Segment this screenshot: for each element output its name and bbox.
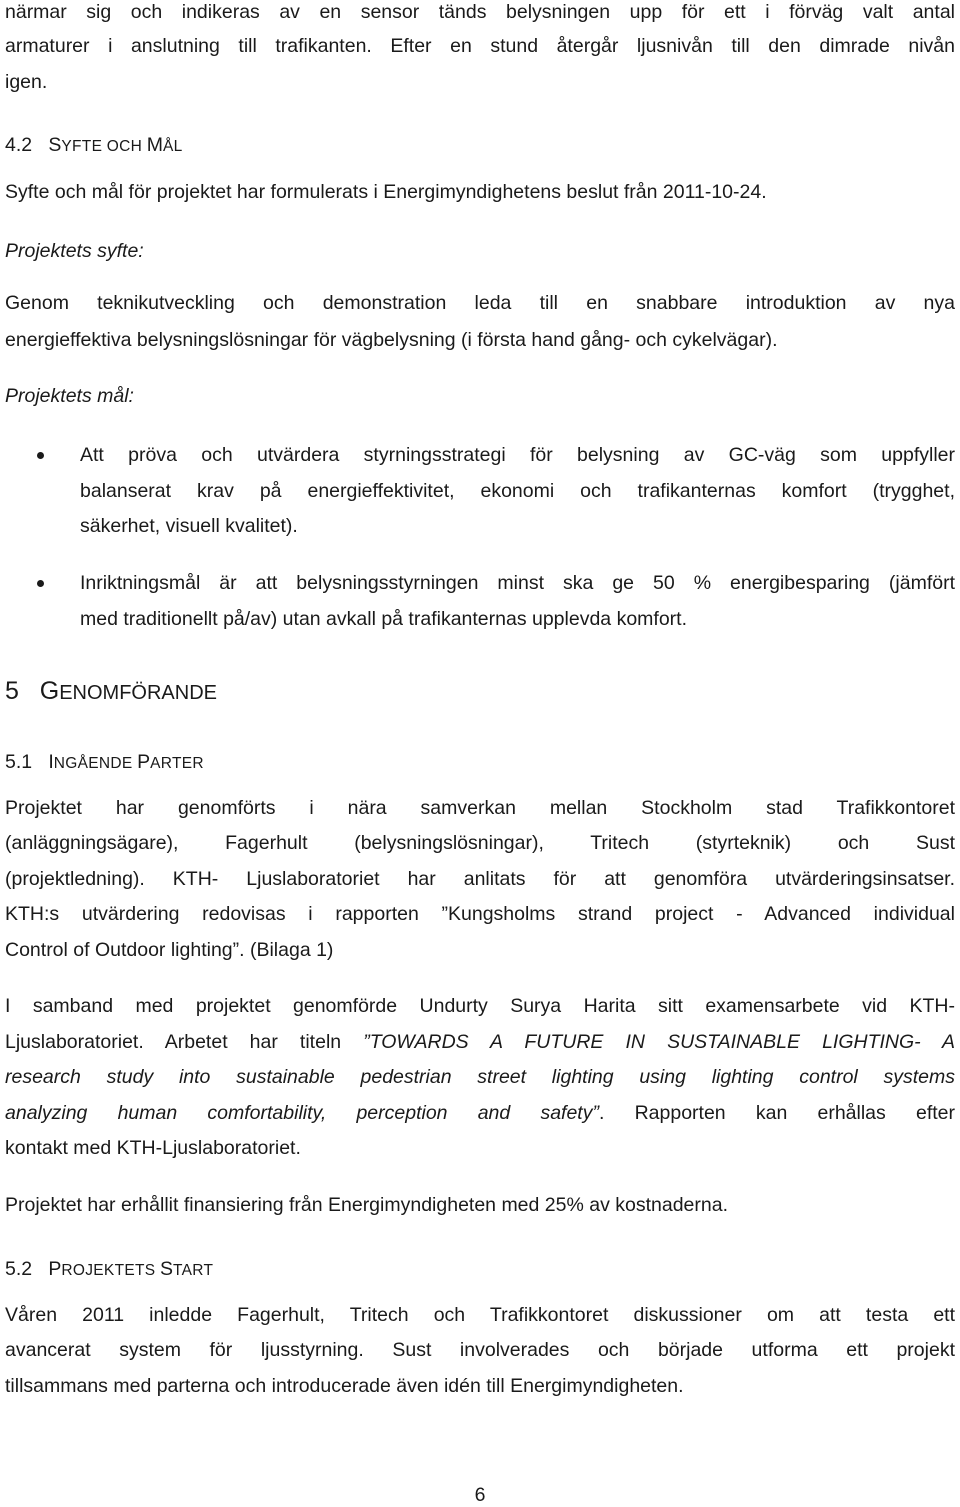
section-heading-4-2 — [5, 133, 955, 159]
heading-cap: P — [48, 1258, 62, 1280]
heading-smallcaps: ENOMFÖRANDE — [59, 682, 217, 704]
heading-smallcaps: TART — [173, 1262, 214, 1279]
body-text-line: närmar sig och indikeras av en sensor tänds belysningen upp för ett i förväg valt antal — [5, 1, 955, 23]
heading-smallcaps: ARTER — [150, 755, 204, 772]
heading-cap: I — [48, 751, 54, 773]
heading-cap: S — [48, 134, 62, 156]
body-text-line: tillsammans med parterna och introducerade även idén till Energimyndigheten. — [5, 1375, 684, 1397]
body-text-line — [5, 1030, 955, 1054]
body-text-line: Syfte och mål för projektet har formulerats i Energimyndighetens beslut från 2011-10-24. — [5, 181, 767, 203]
label-projektets-mal: Projektets mål: — [5, 385, 134, 407]
bullet-icon — [37, 452, 44, 459]
list-item-line: med traditionellt på/av) utan avkall på trafikanternas upplevda komfort. — [80, 608, 687, 630]
body-text-line: Control of Outdoor lighting”. (Bilaga 1) — [5, 939, 334, 961]
section-heading-5 — [5, 676, 955, 708]
body-text-line: I samband med projektet genomförde Undurty Surya Harita sitt examensarbete vid KTH- — [5, 995, 955, 1017]
body-text-line: (projektledning). KTH- Ljuslaboratoriet har anlitats för att genomföra utvärderingsinsatser. — [5, 868, 955, 890]
body-text-segment: . Rapporten kan erhållas efter — [598, 1102, 955, 1124]
thesis-title-segment: ”TOWARDS A FUTURE IN SUSTAINABLE LIGHTING- A — [363, 1031, 956, 1053]
heading-cap: P — [137, 751, 151, 773]
thesis-title-segment: analyzing human comfortability, perception and safety” — [5, 1102, 599, 1124]
thesis-title-line: research study into sustainable pedestrian street lighting using lighting control systems — [5, 1066, 955, 1088]
heading-smallcaps: ÅL — [163, 138, 183, 155]
body-text-line: Projektet har erhållit finansiering från Energimyndigheten med 25% av kostnaderna. — [5, 1194, 728, 1216]
section-number: 5.1 — [5, 751, 33, 773]
heading-cap: S — [160, 1258, 174, 1280]
list-item-line: Att pröva och utvärdera styrningsstrategi för belysning av GC-väg som uppfyller — [80, 444, 955, 466]
body-text-line: kontakt med KTH-Ljuslaboratoriet. — [5, 1137, 301, 1159]
heading-cap: M — [146, 134, 164, 156]
heading-smallcaps: ROJEKTETS — [61, 1262, 160, 1279]
list-item-line: säkerhet, visuell kvalitet). — [80, 515, 298, 537]
body-text-line: avancerat system för ljusstyrning. Sust involverades och började utforma ett projekt — [5, 1339, 955, 1361]
bullet-icon — [37, 580, 44, 587]
body-text-segment: Ljuslaboratoriet. Arbetet har titeln — [5, 1031, 364, 1053]
body-text-line — [5, 1101, 955, 1125]
section-number: 4.2 — [5, 134, 33, 156]
section-number: 5.2 — [5, 1258, 33, 1280]
heading-smallcaps: YFTE OCH — [61, 138, 147, 155]
list-item-line: balanserat krav på energieffektivitet, ekonomi och trafikanternas komfort (trygghet, — [80, 480, 955, 502]
body-text-line: (anläggningsägare), Fagerhult (belysningslösningar), Tritech (styrteknik) och Sust — [5, 832, 955, 854]
body-text-line: KTH:s utvärdering redovisas i rapporten ”Kungsholms strand project - Advanced individual — [5, 903, 955, 925]
body-text-line: Genom teknikutveckling och demonstration leda till en snabbare introduktion av nya — [5, 292, 955, 314]
page-number: 6 — [474, 1484, 486, 1506]
heading-smallcaps: NGÅENDE — [53, 755, 138, 772]
body-text-line: Projektet har genomförts i nära samverkan mellan Stockholm stad Trafikkontoret — [5, 797, 955, 819]
body-text-line: armaturer i anslutning till trafikanten. Efter en stund återgår ljusnivån till den dimrade nivån — [5, 35, 955, 57]
list-item-line: Inriktningsmål är att belysningsstyrningen minst ska ge 50 % energibesparing (jämfört — [80, 572, 955, 594]
section-number: 5 — [5, 677, 19, 705]
body-text-line: igen. — [5, 71, 48, 93]
heading-cap: G — [39, 677, 60, 705]
label-projektets-syfte: Projektets syfte: — [5, 240, 144, 262]
section-heading-5-1 — [5, 750, 955, 776]
section-heading-5-2 — [5, 1257, 955, 1283]
body-text-line: Våren 2011 inledde Fagerhult, Tritech och Trafikkontoret diskussioner om att testa ett — [5, 1304, 955, 1326]
body-text-line: energieffektiva belysningslösningar för vägbelysning (i första hand gång- och cykelvägar). — [5, 329, 778, 351]
